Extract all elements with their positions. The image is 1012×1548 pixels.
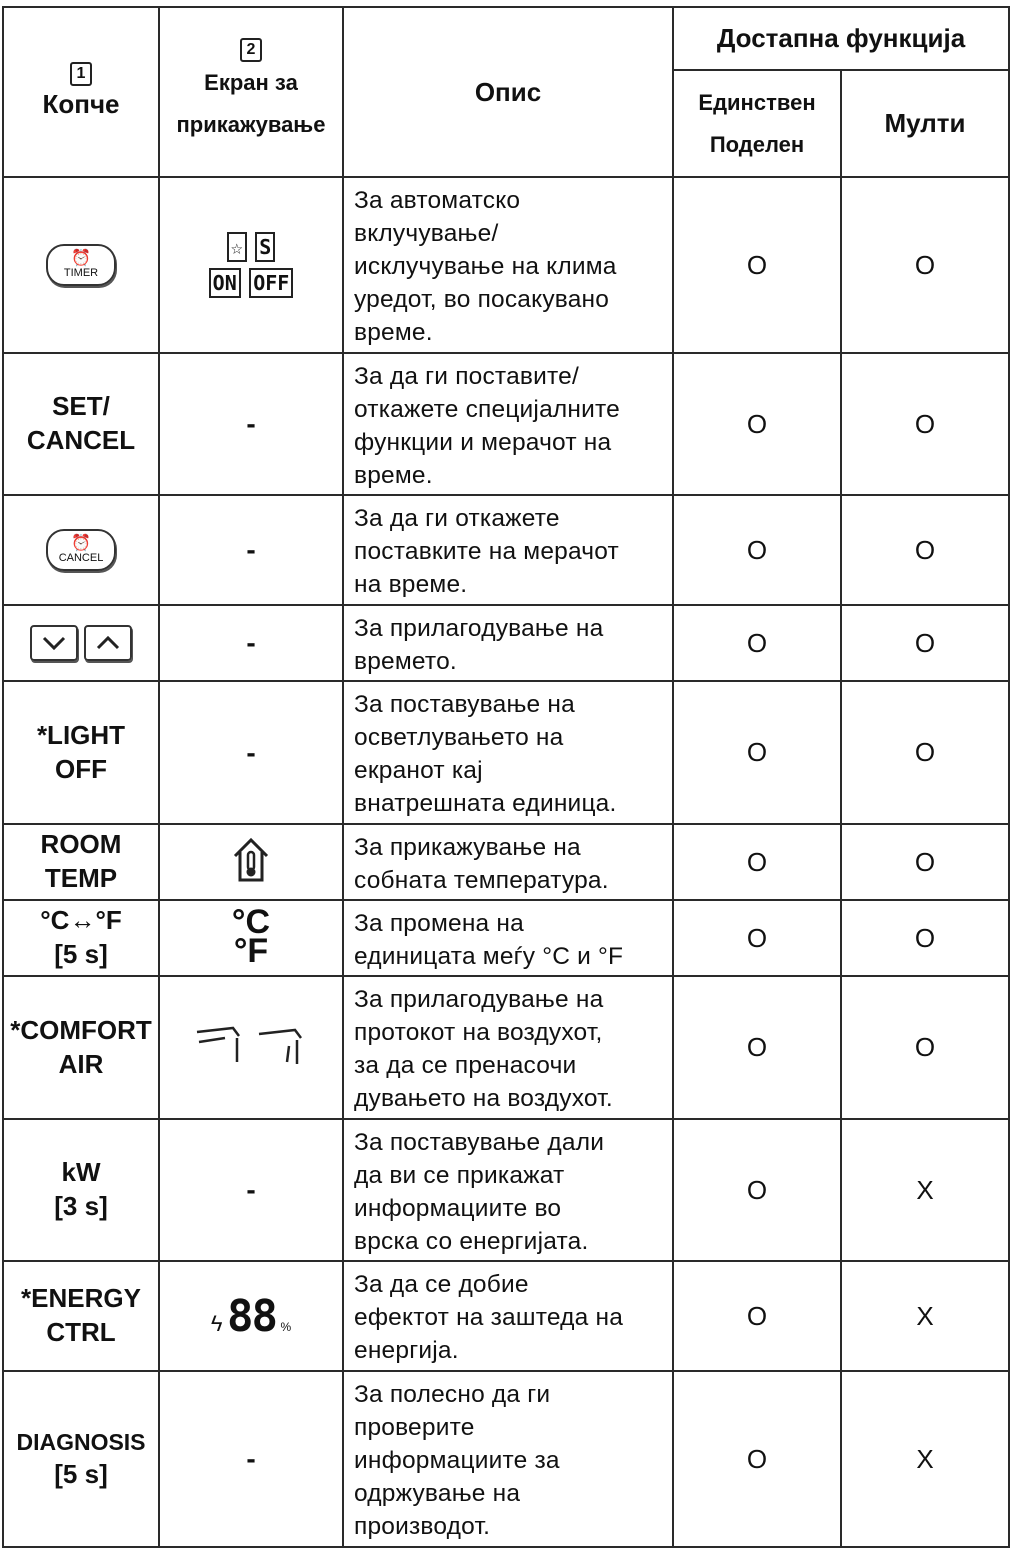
description-cell xyxy=(343,976,673,1119)
header-display-label-line2: прикажување xyxy=(176,112,326,137)
button-cell xyxy=(3,177,159,353)
single-split-mark: O xyxy=(673,605,841,681)
on-lcd-icon: ON xyxy=(209,268,241,298)
button-label-line2: CTRL xyxy=(46,1317,116,1347)
display-cell: - xyxy=(159,1371,343,1547)
header-description: Опис xyxy=(343,7,673,177)
chevron-up-icon xyxy=(86,627,130,659)
col2-number-badge: 2 xyxy=(240,38,262,62)
cancel-button-icon xyxy=(46,529,116,571)
button-label-line1: ROOM xyxy=(40,829,122,860)
table-row xyxy=(3,976,1009,1119)
button-label-line2: [5 s] xyxy=(54,939,108,969)
display-cell: - xyxy=(159,605,343,681)
display-cell xyxy=(159,900,343,976)
header-button-label: Копче xyxy=(42,88,120,119)
button-cell xyxy=(3,1371,159,1547)
button-cell xyxy=(3,605,159,681)
display-cell: - xyxy=(159,495,343,605)
off-lcd-icon: OFF xyxy=(249,268,293,298)
desc-line: информациите во xyxy=(354,1195,562,1222)
desc-line: За промена на xyxy=(354,910,524,937)
button-cell xyxy=(3,976,159,1119)
table-row xyxy=(3,900,1009,976)
multi-mark: X xyxy=(841,1371,1009,1547)
desc-line: За поставување дали xyxy=(354,1129,605,1156)
desc-line: единицата меѓу °C и °F xyxy=(354,943,624,970)
multi-mark: O xyxy=(841,605,1009,681)
display-cell: - xyxy=(159,1119,343,1261)
multi-mark: O xyxy=(841,353,1009,495)
header-available-function: Достапна функција xyxy=(673,7,1009,70)
desc-line: поставките на мерачот xyxy=(354,538,619,565)
single-split-mark: O xyxy=(673,824,841,900)
multi-mark: O xyxy=(841,900,1009,976)
button-cell xyxy=(3,681,159,824)
single-split-mark: O xyxy=(673,1371,841,1547)
multi-mark: X xyxy=(841,1119,1009,1261)
description-cell xyxy=(343,900,673,976)
button-label-line2: TEMP xyxy=(44,863,118,893)
comfort-air-vane-icon xyxy=(191,1020,311,1070)
multi-mark: O xyxy=(841,495,1009,605)
button-cell xyxy=(3,900,159,976)
desc-line: осветлувањето на xyxy=(354,724,564,751)
header-display-col xyxy=(159,7,343,177)
button-label-line1: kW xyxy=(61,1157,101,1188)
header-single-split xyxy=(673,70,841,177)
alarm-clock-icon: ⏰ xyxy=(71,535,91,552)
description-cell xyxy=(343,1261,673,1371)
single-split-mark: O xyxy=(673,976,841,1119)
desc-line: одржување на xyxy=(354,1480,521,1507)
table-row xyxy=(3,824,1009,900)
table-row xyxy=(3,681,1009,824)
energy-lightning-icon: ϟ xyxy=(210,1310,223,1336)
desc-line: За прилагодување на xyxy=(354,986,604,1013)
house-thermometer-icon xyxy=(231,836,271,884)
header-multi: Мулти xyxy=(841,70,1009,177)
timer-button-label: TIMER xyxy=(63,267,99,279)
multi-mark: O xyxy=(841,681,1009,824)
display-cell xyxy=(159,976,343,1119)
button-cell xyxy=(3,1119,159,1261)
desc-line: За да се добие xyxy=(354,1271,529,1298)
desc-line: собната температура. xyxy=(354,867,609,894)
header-single-line2: Поделен xyxy=(709,131,805,157)
desc-line: откажете специјалните xyxy=(354,396,620,423)
desc-line: функции и мерачот на xyxy=(354,429,612,456)
function-table xyxy=(2,6,1010,1548)
description-cell xyxy=(343,495,673,605)
desc-line: производот. xyxy=(354,1513,491,1540)
desc-line: енергија. xyxy=(354,1337,459,1364)
desc-line: внатрешната единица. xyxy=(354,790,617,817)
desc-line: да ви се прикажат xyxy=(354,1162,565,1189)
alarm-clock-icon: ⏰ xyxy=(71,250,91,267)
timer-button-icon xyxy=(46,244,116,286)
fahrenheit-unit-icon: °F xyxy=(233,932,269,970)
desc-line: За автоматско xyxy=(354,187,521,214)
desc-line: екранот кај xyxy=(354,757,483,784)
col1-number-badge: 1 xyxy=(70,62,92,86)
display-cell xyxy=(159,177,343,353)
desc-line: за да се пренасочи xyxy=(354,1052,577,1079)
desc-line: исклучување на клима xyxy=(354,253,617,280)
button-label-line1: DIAGNOSIS xyxy=(16,1429,146,1455)
multi-mark: O xyxy=(841,824,1009,900)
button-cell xyxy=(3,495,159,605)
description-cell xyxy=(343,605,673,681)
single-split-mark: O xyxy=(673,681,841,824)
desc-line: За прикажување на xyxy=(354,834,581,861)
table-row xyxy=(3,177,1009,353)
desc-line: време. xyxy=(354,319,433,346)
display-cell: - xyxy=(159,353,343,495)
single-split-mark: O xyxy=(673,495,841,605)
description-cell xyxy=(343,681,673,824)
multi-mark: X xyxy=(841,1261,1009,1371)
button-cell xyxy=(3,353,159,495)
desc-line: информациите за xyxy=(354,1447,560,1474)
table-row xyxy=(3,605,1009,681)
chevron-down-icon xyxy=(32,627,76,659)
desc-line: времето. xyxy=(354,648,457,675)
description-cell xyxy=(343,177,673,353)
button-label-line1: SET/ xyxy=(52,391,110,422)
button-label-line2: OFF xyxy=(55,753,107,784)
single-split-mark: O xyxy=(673,353,841,495)
button-cell xyxy=(3,1261,159,1371)
percent-icon: % xyxy=(280,1319,292,1334)
s-lcd-icon: S xyxy=(255,232,275,262)
single-split-mark: O xyxy=(673,1119,841,1261)
multi-mark: O xyxy=(841,177,1009,353)
desc-line: на време. xyxy=(354,571,468,598)
table-row xyxy=(3,495,1009,605)
desc-line: дувањето на воздухот. xyxy=(354,1085,613,1112)
desc-line: вклучување/ xyxy=(354,220,499,247)
button-label-line1: °C↔°F xyxy=(40,905,122,936)
button-label-line2: AIR xyxy=(58,1048,104,1079)
desc-line: За полесно да ги xyxy=(354,1381,551,1408)
desc-line: ефектот на заштеда на xyxy=(354,1304,624,1331)
button-label-line1: *COMFORT xyxy=(10,1014,152,1045)
desc-line: време. xyxy=(354,462,433,489)
single-split-mark: O xyxy=(673,177,841,353)
desc-line: За поставување на xyxy=(354,691,575,718)
desc-line: За прилагодување на xyxy=(354,615,604,642)
button-label-line2: [5 s] xyxy=(54,1459,108,1490)
table-row xyxy=(3,1119,1009,1261)
up-arrow-button-icon xyxy=(84,625,132,661)
single-split-mark: O xyxy=(673,1261,841,1371)
cancel-button-label: CANCEL xyxy=(58,552,104,564)
energy-digits-icon: 88 xyxy=(227,1290,276,1342)
desc-line: проверите xyxy=(354,1414,475,1441)
single-split-mark: O xyxy=(673,900,841,976)
celsius-unit-icon: °C xyxy=(231,903,271,941)
table-row xyxy=(3,353,1009,495)
desc-line: протокот на воздухот, xyxy=(354,1019,603,1046)
table-row xyxy=(3,1261,1009,1371)
header-display-label-line1: Екран за xyxy=(204,70,298,96)
description-cell xyxy=(343,824,673,900)
desc-line: врска со енергијата. xyxy=(354,1228,589,1255)
header-button-col xyxy=(3,7,159,177)
description-cell xyxy=(343,353,673,495)
button-label-line2: CANCEL xyxy=(26,425,136,455)
display-cell: - xyxy=(159,681,343,824)
desc-line: уредот, во посакувано xyxy=(354,286,610,313)
desc-line: За да ги поставите/ xyxy=(354,363,579,390)
desc-line: За да ги откажете xyxy=(354,505,560,532)
display-cell xyxy=(159,824,343,900)
multi-mark: O xyxy=(841,976,1009,1119)
header-single-line1: Единствен xyxy=(698,89,816,115)
button-label-line1: *LIGHT xyxy=(36,719,126,750)
star-lcd-icon: ☆ xyxy=(227,232,247,262)
display-cell xyxy=(159,1261,343,1371)
description-cell xyxy=(343,1119,673,1261)
description-cell xyxy=(343,1371,673,1547)
button-label-line1: *ENERGY xyxy=(21,1283,141,1314)
down-arrow-button-icon xyxy=(30,625,78,661)
button-label-line2: [3 s] xyxy=(54,1191,108,1221)
table-row xyxy=(3,1371,1009,1547)
button-cell xyxy=(3,824,159,900)
